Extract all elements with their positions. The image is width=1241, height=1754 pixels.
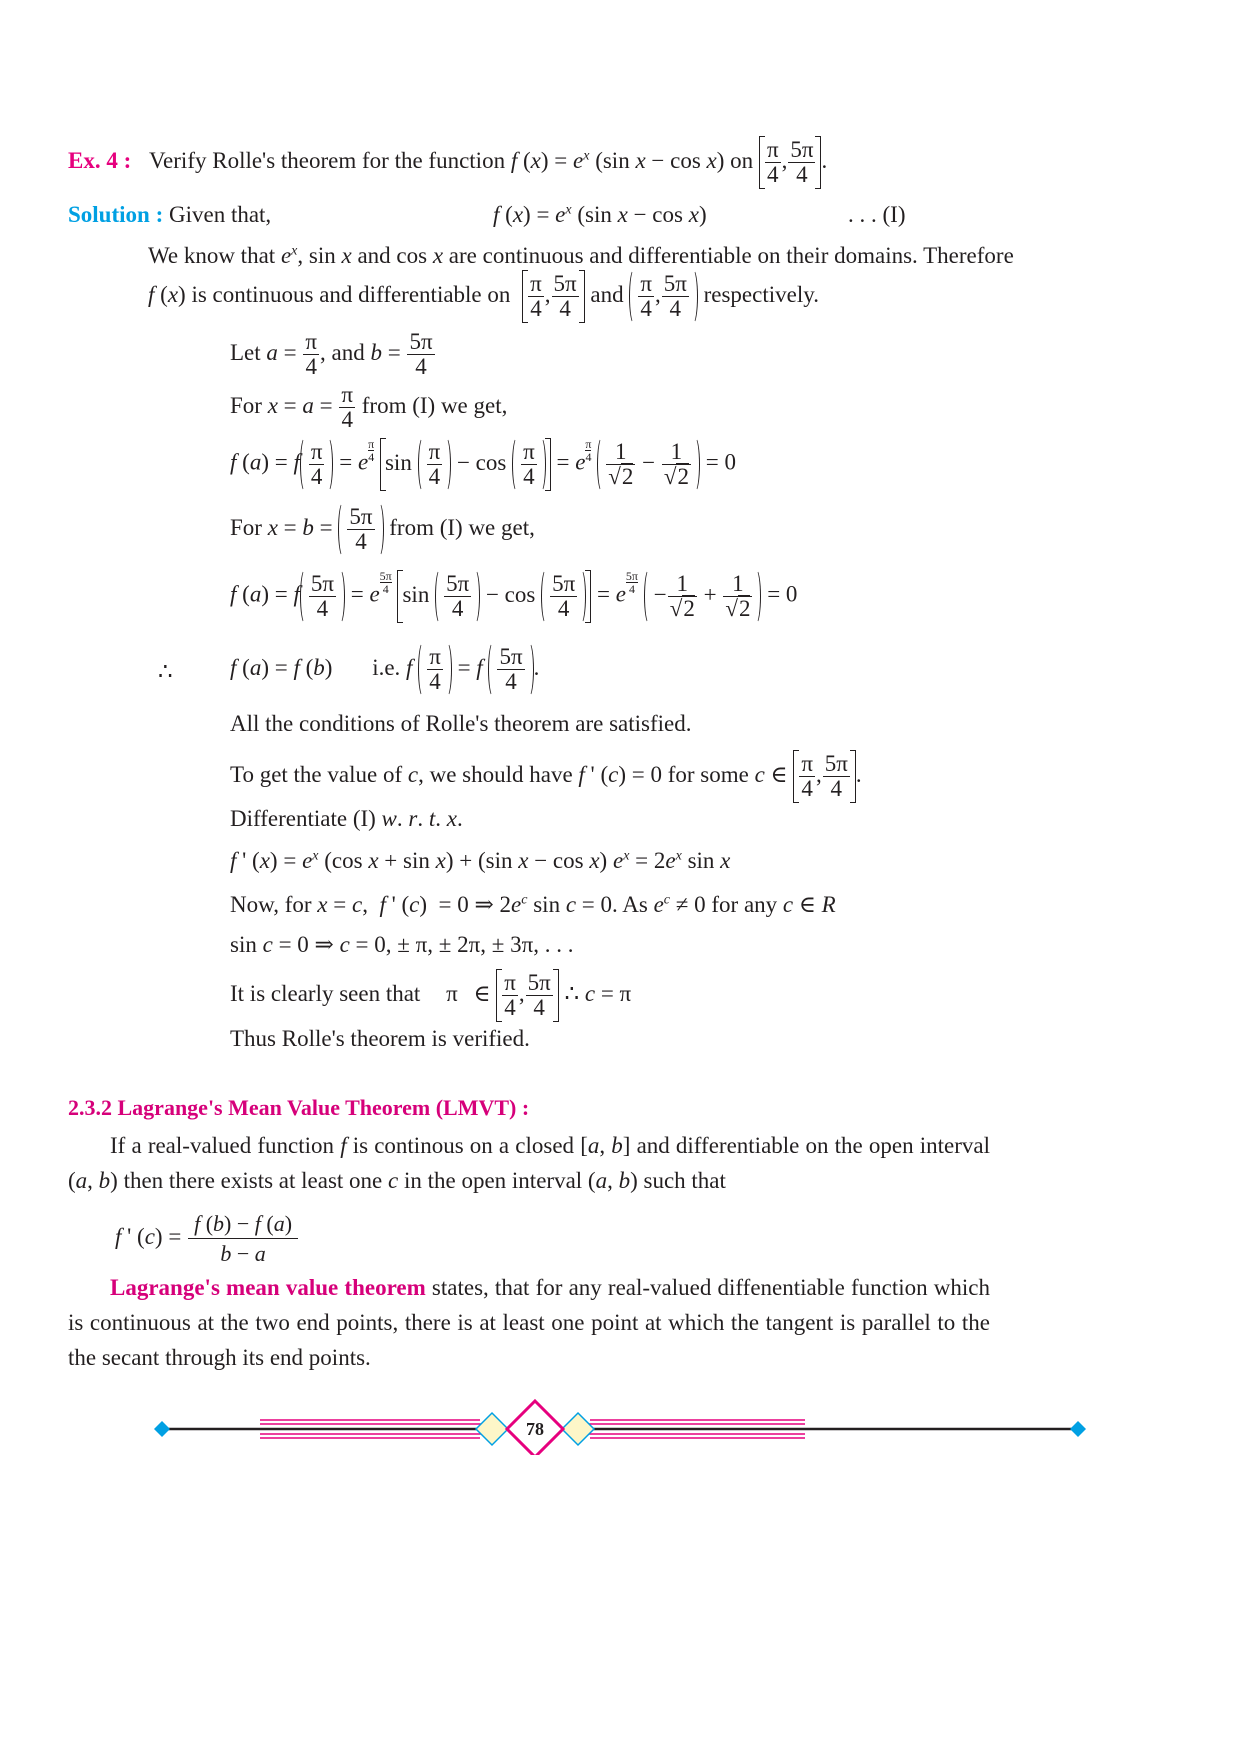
differentiate-line: Differentiate (I) w. r. t. x. — [230, 806, 463, 831]
derivative-line: f ' $(x) = e^x$ (cos x + sin x) + (sin x − cos x) $e^x = 2e^x$ sin x — [230, 848, 731, 873]
fb-equation: f (a) = f $\frac{5\pi}{4}$ = e $\frac{5\pi}{4}$ sin $\frac{5\pi}{4}$ − cos $\frac{5\pi}{4}$ = e $\frac{5\pi}{4}$ − $\frac{1}{√2}$ + $\frac{1}{√2}$ = 0 — [230, 569, 798, 621]
continuity-line-2: f (x) is continuous and differentiable on $\frac{\pi}{4}$ , $\frac{5\pi}{4}$ and $\frac{\pi}{4}$ , $\frac{5\pi}{4}$ respectively. — [148, 271, 819, 322]
page-number: 78 — [526, 1419, 544, 1439]
footer-left-diamond — [154, 1421, 170, 1437]
get-c-line: To get the value of c, we should have f ' (c) = 0 for some c ∈ $\frac{\pi}{4}$ , $\frac{5\pi}{4}$ . — [230, 751, 862, 802]
fa-equation: f (a) = f $\frac{\pi}{4}$ = e $\frac{\pi}{4}$ sin $\frac{\pi}{4}$ − cos $\frac{\pi}{4}$ = e $\frac{\pi}{4}$ $\frac{1}{√2}$ − $\frac{1}{√2}$ = 0 — [230, 437, 736, 489]
lmvt-statement — [68, 1270, 990, 1375]
example-line — [68, 138, 827, 187]
lmvt-formula: f ' (c) = $\frac{f (b) - f (a)}{b - a}$ — [115, 1212, 299, 1265]
sinc-line: sin c = 0 ⇒ c = 0, ± π, ± 2π, ± 3π, . . . — [230, 932, 574, 957]
example-statement: Verify Rolle's theorem for the function f $(x) = e^x$ (sin x − cos x) on $\frac{\pi}{4}$ , $\frac{5\pi}{4}$ . — [149, 137, 828, 188]
respectively-word: respectively. — [703, 281, 819, 307]
verified-line: Thus Rolle's theorem is verified. — [230, 1026, 530, 1051]
solution-line — [68, 203, 271, 226]
for-b-line: For x = b = $\frac{5\pi}{4}$ from (I) we get, — [230, 504, 535, 555]
given-equation: f $(x) = e^x$ (sin x − cos x) — [493, 202, 707, 227]
lmvt-paragraph: If a real-valued function f is continous on a closed [a, b] and differentiable on the open interval (a, b) then there exists at least one c in the open interval (a, b) such that — [68, 1133, 991, 1193]
equation-tag: . . . (I) — [848, 202, 906, 227]
lmvt-statement-text: states, that for any real-valued diffenentiable function which is continuous at the two end points, there is at least one point at which the tangent is parallel to the the secant through its end points. — [68, 1275, 991, 1370]
given-text: Given that, — [168, 202, 272, 227]
conditions-line: All the conditions of Rolle's theorem are satisfied. — [230, 711, 692, 736]
and-word: and — [590, 281, 624, 307]
for-a-line: For x = a = $\frac{\pi}{4}$ from (I) we get, — [230, 382, 508, 433]
clearly-line: It is clearly seen that π ∈ $\frac{\pi}{4}$ , $\frac{5\pi}{4}$ ∴ c = π — [230, 970, 632, 1021]
equality-line: f (a) = f (b) i.e. f $\frac{\pi}{4}$ = f $\frac{5\pi}{4}$ . — [230, 644, 540, 695]
footer-right-diamond — [1070, 1421, 1086, 1437]
solution-label: Solution : — [68, 202, 164, 227]
continuity-line-1: We know that $e^x$, sin x and cos x are continuous and differentiable on their domains. Therefore — [148, 243, 1014, 268]
page-footer — [150, 1395, 1090, 1455]
now-line: Now, for x = c, f ' (c) = 0 ⇒ $2e^c$ sin c = 0. As $e^c \ne 0$ for any c ∈ R — [230, 892, 836, 917]
therefore-symbol: ∴ — [158, 659, 173, 684]
section-heading: 2.3.2 Lagrange's Mean Value Theorem (LMVT) : — [68, 1095, 530, 1120]
lmvt-bold-term: Lagrange's mean value theorem — [110, 1275, 426, 1300]
footer-ornament — [150, 1395, 1090, 1455]
example-label: Ex. 4 : — [68, 147, 132, 173]
let-line: Let a = $\frac{\pi}{4}$ , and b = $\frac{5\pi}{4}$ — [230, 329, 433, 380]
